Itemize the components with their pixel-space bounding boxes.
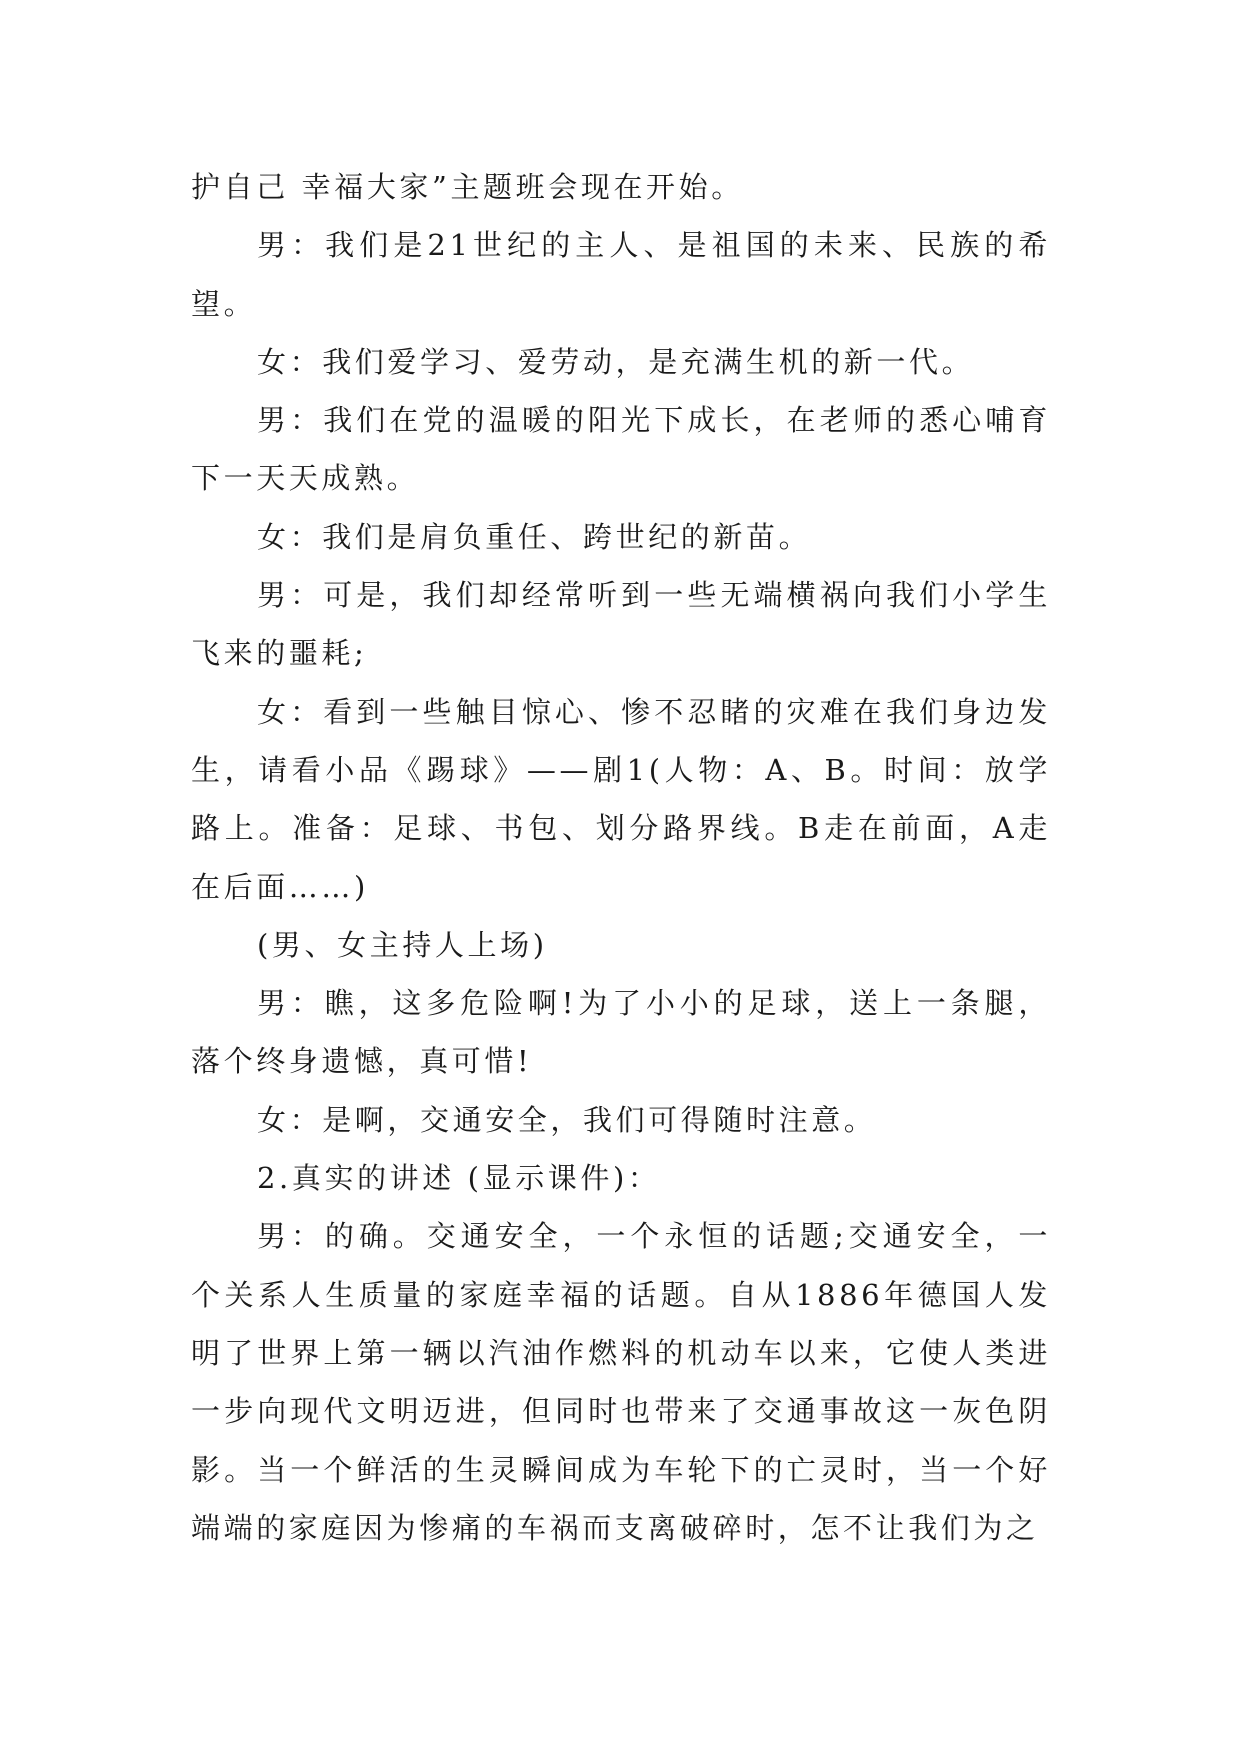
paragraph-11: 2.真实的讲述 (显示课件)： xyxy=(257,1161,661,1196)
paragraph-5: 女：我们是肩负重任、跨世纪的新苗。 xyxy=(257,519,812,554)
document-body xyxy=(191,158,1051,1557)
paragraph-9: 男：瞧，这多危险啊!为了小小的足球，送上一条腿，落个终身遗憾，真可惜! xyxy=(191,986,1051,1079)
paragraph-4: 男：我们在党的温暖的阳光下成长，在老师的悉心哺育下一天天成熟。 xyxy=(191,403,1051,496)
paragraph-2: 男：我们是21世纪的主人、是祖国的未来、民族的希望。 xyxy=(191,228,1051,321)
paragraph-3: 女：我们爱学习、爱劳动，是充满生机的新一代。 xyxy=(257,344,975,379)
paragraph-10: 女：是啊，交通安全，我们可得随时注意。 xyxy=(257,1102,877,1137)
paragraph-6: 男：可是，我们却经常听到一些无端横祸向我们小学生飞来的噩耗; xyxy=(191,578,1051,671)
paragraph-1: 护自己 幸福大家”主题班会现在开始。 xyxy=(191,170,744,204)
paragraph-12: 男：的确。交通安全，一个永恒的话题;交通安全，一个关系人生质量的家庭幸福的话题。自从1886年德国人发明了世界上第一辆以汽油作燃料的机动车以来，它使人类进一步向现代文明迈进，但同时也带来了交通事故这一灰色阴影。当一个鲜活的生灵瞬间成为车轮下的亡灵时，当一个好端端的家庭因为惨痛的车祸而支离破碎时，怎不让我们为之 xyxy=(191,1219,1051,1545)
paragraph-7: 女：看到一些触目惊心、惨不忍睹的灾难在我们身边发生，请看小品《踢球》——剧1(人物：A、B。时间：放学路上。准备：足球、书包、划分路界线。B走在前面，A走在后面……) xyxy=(191,694,1051,904)
paragraph-8: (男、女主持人上场) xyxy=(257,927,548,962)
